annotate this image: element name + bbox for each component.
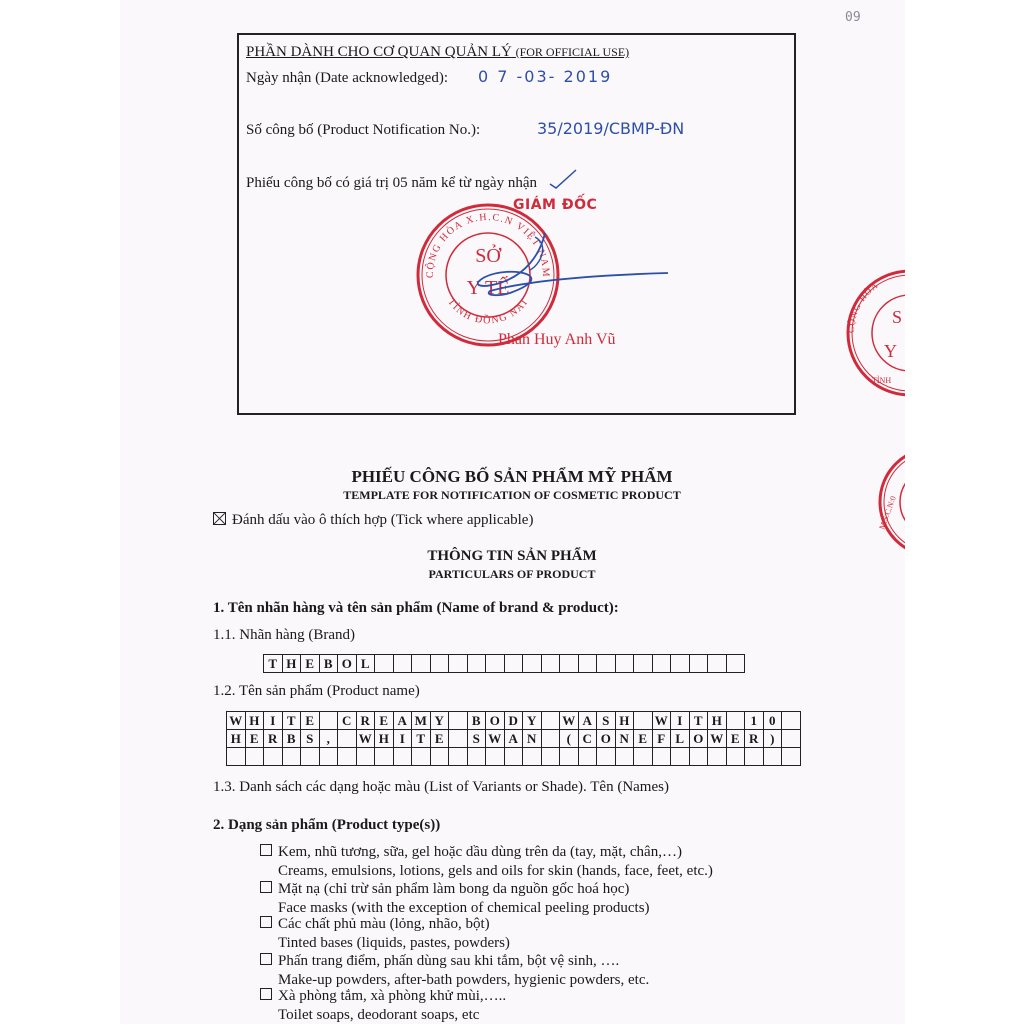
variants-label: 1.3. Danh sách các dạng hoặc màu (List of Variants or Shade). Tên (Names) — [213, 779, 669, 795]
official-use-heading-en: (FOR OFFICIAL USE) — [515, 45, 630, 59]
product-type-option[interactable] — [260, 915, 510, 953]
checkbox-icon[interactable] — [260, 881, 272, 893]
tick-instruction — [213, 512, 533, 529]
letter-cell — [505, 748, 524, 766]
letter-cell: H — [708, 712, 727, 730]
letter-cell: W — [708, 730, 727, 748]
signer-name: Phan Huy Anh Vũ — [498, 331, 616, 348]
letter-cell: R — [745, 730, 764, 748]
letter-cell — [394, 655, 413, 673]
letter-cell — [468, 748, 487, 766]
letter-cell: T — [283, 712, 302, 730]
letter-cell — [431, 748, 450, 766]
letter-cell: A — [394, 712, 413, 730]
date-acknowledged-label: Ngày nhận (Date acknowledged): — [246, 70, 449, 86]
seal-center-top: SỞ — [475, 245, 501, 267]
tick-instruction-text: Đánh dấu vào ô thích hợp (Tick where applicable) — [232, 512, 534, 528]
notification-number-value: 35/2019/CBMP-ĐN — [537, 119, 685, 138]
letter-cell — [394, 748, 413, 766]
letter-cell — [634, 748, 653, 766]
letter-cell: A — [505, 730, 524, 748]
product-type-option[interactable] — [260, 952, 649, 990]
letter-cell — [449, 730, 468, 748]
product-type-vn: Xà phòng tắm, xà phòng khử mùi,….. — [278, 988, 507, 1004]
letter-cell — [505, 655, 524, 673]
letter-cell — [338, 748, 357, 766]
seal-ring-text-bottom: TỈNH ĐỒNG NAI — [445, 296, 531, 327]
letter-cell — [727, 712, 746, 730]
product-type-option[interactable] — [260, 880, 650, 918]
letter-cell — [320, 748, 339, 766]
product-name-letter-grid — [226, 711, 801, 766]
particulars-title-en: PARTICULARS OF PRODUCT — [428, 567, 596, 581]
letter-cell — [542, 748, 561, 766]
letter-cell — [227, 748, 246, 766]
letter-cell — [671, 655, 690, 673]
letter-cell — [690, 748, 709, 766]
letter-cell: E — [301, 712, 320, 730]
letter-cell — [486, 655, 505, 673]
letter-cell: L — [671, 730, 690, 748]
official-use-heading — [246, 44, 629, 61]
letter-cell: E — [375, 712, 394, 730]
letter-cell: T — [264, 655, 283, 673]
letter-cell — [653, 655, 672, 673]
letter-cell — [616, 655, 635, 673]
letter-cell: H — [375, 730, 394, 748]
letter-cell: ) — [764, 730, 783, 748]
letter-cell: B — [468, 712, 487, 730]
letter-cell — [468, 655, 487, 673]
letter-cell: H — [227, 730, 246, 748]
letter-cell — [616, 748, 635, 766]
letter-cell — [449, 712, 468, 730]
particulars-title-vn: THÔNG TIN SẢN PHẨM — [427, 548, 597, 564]
letter-cell: H — [283, 655, 302, 673]
letter-cell — [449, 748, 468, 766]
director-title: GIÁM ĐỐC — [513, 197, 598, 213]
letter-cell — [671, 748, 690, 766]
page-number: 09 — [845, 10, 861, 25]
letter-cell — [542, 730, 561, 748]
side-seal-ring-bottom: TỈNH — [872, 376, 892, 385]
letter-cell: W — [357, 730, 376, 748]
letter-cell: O — [338, 655, 357, 673]
letter-cell — [283, 748, 302, 766]
product-type-option[interactable] — [260, 843, 713, 881]
product-type-vn: Phấn trang điểm, phấn dùng sau khi tắm, bột vệ sinh, …. — [278, 953, 620, 969]
checkbox-icon[interactable] — [260, 916, 272, 928]
side-seal-letter-top: S — [892, 307, 903, 327]
letter-cell: T — [690, 712, 709, 730]
letter-cell: A — [579, 712, 598, 730]
letter-cell — [727, 748, 746, 766]
seal-ring-text-top: CỘNG HÒA X.H.C.N VIỆT NAM — [424, 211, 552, 279]
letter-cell — [579, 748, 598, 766]
letter-cell: N — [523, 730, 542, 748]
section-2-heading: 2. Dạng sản phẩm (Product type(s)) — [213, 817, 441, 833]
checkbox-icon[interactable] — [260, 953, 272, 965]
letter-cell — [782, 712, 801, 730]
product-type-en: Creams, emulsions, lotions, gels and oils for skin (hands, face, feet, etc.) — [278, 863, 713, 879]
letter-cell — [745, 748, 764, 766]
letter-cell: R — [357, 712, 376, 730]
letter-cell: S — [301, 730, 320, 748]
letter-cell: Y — [523, 712, 542, 730]
validity-statement: Phiếu công bố có giá trị 05 năm kể từ ngày nhận — [246, 175, 537, 191]
letter-cell — [579, 655, 598, 673]
product-type-option[interactable] — [260, 987, 506, 1025]
letter-cell — [542, 655, 561, 673]
letter-cell: E — [431, 730, 450, 748]
letter-cell: D — [505, 712, 524, 730]
letter-cell — [653, 748, 672, 766]
side-seal-ring-text: CỘNG HÒA — [845, 279, 881, 334]
letter-cell: W — [227, 712, 246, 730]
letter-cell: I — [394, 730, 413, 748]
seal-center-bottom: Y TẾ — [466, 277, 510, 299]
date-acknowledged-value: 0 7 -03- 2019 — [478, 67, 613, 86]
letter-cell — [690, 655, 709, 673]
letter-cell: H — [616, 712, 635, 730]
letter-cell — [560, 655, 579, 673]
product-type-vn: Mặt nạ (chỉ trừ sản phẩm làm bong da nguồn gốc hoá học) — [278, 881, 630, 897]
letter-cell: T — [412, 730, 431, 748]
letter-cell: L — [357, 655, 376, 673]
letter-cell: Y — [431, 712, 450, 730]
brand-label: 1.1. Nhãn hàng (Brand) — [213, 627, 356, 643]
notification-number-label: Số công bố (Product Notification No.): — [246, 122, 481, 138]
letter-cell: 1 — [745, 712, 764, 730]
letter-cell — [412, 748, 431, 766]
product-type-en: Make-up powders, after-bath powders, hygienic powders, etc. — [278, 972, 650, 988]
letter-cell — [375, 655, 394, 673]
letter-cell: ( — [560, 730, 579, 748]
letter-cell — [782, 730, 801, 748]
letter-cell: E — [301, 655, 320, 673]
letter-cell — [412, 655, 431, 673]
letter-cell — [449, 655, 468, 673]
letter-cell — [597, 655, 616, 673]
side-seal-lower-ring: M.S.C.N:0 — [877, 494, 898, 531]
product-type-vn: Kem, nhũ tương, sữa, gel hoặc dầu dùng trên da (tay, mặt, chân,…) — [278, 844, 682, 860]
letter-cell — [375, 748, 394, 766]
letter-cell — [708, 748, 727, 766]
letter-cell: O — [486, 712, 505, 730]
letter-cell: , — [320, 730, 339, 748]
letter-cell — [357, 748, 376, 766]
letter-cell — [764, 748, 783, 766]
product-type-en: Tinted bases (liquids, pastes, powders) — [278, 935, 510, 951]
letter-cell: E — [246, 730, 265, 748]
letter-cell — [523, 655, 542, 673]
letter-cell: S — [597, 712, 616, 730]
letter-cell — [708, 655, 727, 673]
letter-cell — [246, 748, 265, 766]
letter-cell: H — [246, 712, 265, 730]
letter-cell: R — [264, 730, 283, 748]
form-title-vn: PHIẾU CÔNG BỐ SẢN PHẨM MỸ PHẨM — [351, 467, 673, 486]
letter-cell: O — [597, 730, 616, 748]
svg-text:CỘNG HÒA — [846, 280, 880, 333]
letter-cell: C — [338, 712, 357, 730]
section-1-heading: 1. Tên nhãn hàng và tên sản phẩm (Name of brand & product): — [213, 600, 619, 616]
product-type-en: Toilet soaps, deodorant soaps, etc — [278, 1007, 480, 1023]
letter-cell — [560, 748, 579, 766]
letter-cell: E — [727, 730, 746, 748]
letter-cell: I — [671, 712, 690, 730]
letter-cell — [634, 712, 653, 730]
letter-cell — [634, 655, 653, 673]
letter-cell: O — [690, 730, 709, 748]
letter-cell — [264, 748, 283, 766]
letter-cell — [486, 748, 505, 766]
letter-cell: S — [468, 730, 487, 748]
letter-cell — [301, 748, 320, 766]
side-seal-letter-bottom: Y — [884, 341, 897, 361]
letter-cell: E — [634, 730, 653, 748]
letter-cell: 0 — [764, 712, 783, 730]
letter-cell — [542, 712, 561, 730]
letter-cell — [782, 748, 801, 766]
letter-cell: B — [320, 655, 339, 673]
letter-cell: C — [579, 730, 598, 748]
letter-cell — [523, 748, 542, 766]
letter-cell: W — [486, 730, 505, 748]
crossed-box-icon — [213, 512, 226, 525]
letter-cell: B — [283, 730, 302, 748]
letter-cell: W — [653, 712, 672, 730]
letter-cell: M — [412, 712, 431, 730]
letter-cell — [320, 712, 339, 730]
letter-cell — [431, 655, 450, 673]
product-name-label: 1.2. Tên sản phẩm (Product name) — [213, 683, 420, 699]
official-use-heading-vn: PHẦN DÀNH CHO CƠ QUAN QUẢN LÝ — [246, 44, 512, 60]
side-seal-top — [842, 265, 905, 400]
letter-cell: N — [616, 730, 635, 748]
director-signature — [440, 225, 680, 305]
letter-cell — [727, 655, 746, 673]
brand-letter-grid — [263, 654, 745, 673]
letter-cell — [338, 730, 357, 748]
letter-cell: W — [560, 712, 579, 730]
letter-cell — [597, 748, 616, 766]
product-type-en: Face masks (with the exception of chemical peeling products) — [278, 900, 650, 916]
product-type-vn: Các chất phủ màu (lỏng, nhão, bột) — [278, 916, 490, 932]
check-mark-icon — [548, 168, 578, 190]
checkbox-icon[interactable] — [260, 844, 272, 856]
checkbox-icon[interactable] — [260, 988, 272, 1000]
form-title-en: TEMPLATE FOR NOTIFICATION OF COSMETIC PRODUCT — [343, 488, 681, 502]
letter-cell: F — [653, 730, 672, 748]
letter-cell: I — [264, 712, 283, 730]
